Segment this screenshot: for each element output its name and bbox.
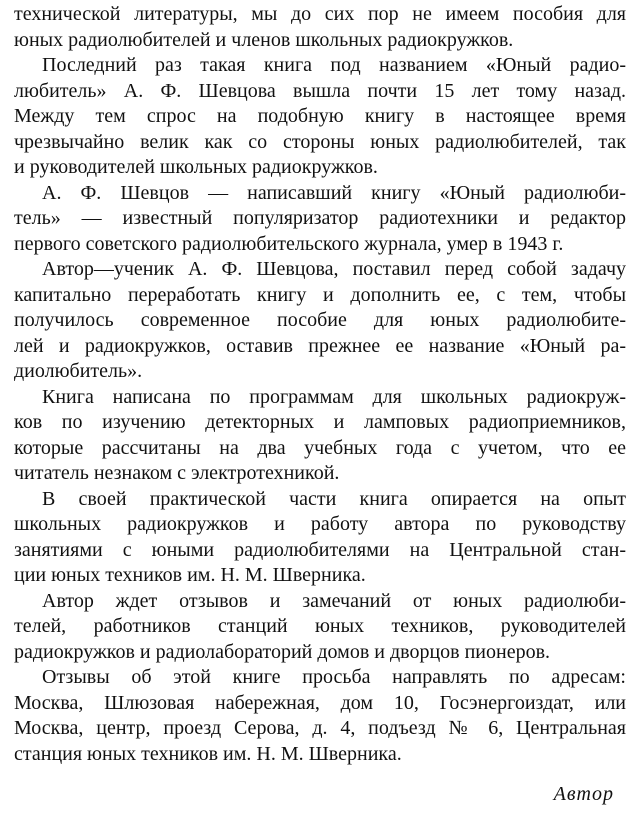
text-line: юных радиолюбителей и членов школьных радиокружков.	[14, 28, 514, 51]
text-line: диолюбитель».	[14, 360, 143, 382]
text-line: чрезвычайно велик как со стороны юных радиолюбителей, так	[14, 130, 626, 153]
text-body	[14, 2, 626, 767]
text-line: Книга написана по программам для школьных радиокруж-	[42, 385, 626, 408]
text-line: Между тем спрос на подобную книгу в настоящее время	[14, 105, 626, 127]
text-line: радиокружков и радиолабораторий домов и дворцов пионеров.	[14, 640, 551, 663]
text-line: телей, работников станций юных техников, руководителей	[14, 615, 626, 637]
text-line: занятиями с юными радиолюбителями на Центральной стан-	[14, 538, 626, 561]
text-line: школьных радиокружков и работу автора по руководству	[14, 513, 626, 535]
text-line: и руководителей школьных радиокружков.	[14, 156, 378, 178]
paragraph	[14, 589, 626, 666]
text-line: тель» — известный популяризатор радиотехники и редактор	[14, 207, 626, 229]
text-line: получилось современное пособие для юных радиолюбите-	[14, 309, 626, 331]
paragraph	[14, 53, 626, 181]
paragraph	[14, 487, 626, 589]
text-line: Москва, Шлюзовая набережная, дом 10, Госэнергоиздат, или	[14, 691, 626, 714]
paragraph	[14, 385, 626, 487]
document-page	[14, 2, 626, 767]
author-signature: Автор	[553, 783, 614, 805]
paragraph	[14, 181, 626, 258]
text-line: читатель незнаком с электротехникой.	[14, 462, 340, 484]
text-line: Автор—ученик А. Ф. Шевцова, поставил перед собой задачу	[42, 258, 626, 280]
text-line: любитель» А. Ф. Шевцова вышла почти 15 лет тому назад.	[14, 79, 626, 102]
text-line: лей и радиокружков, оставив прежнее ее название «Юный ра-	[14, 334, 626, 357]
paragraph	[14, 2, 626, 53]
text-line: ков по изучению детекторных и ламповых радиоприемников,	[14, 411, 626, 433]
text-line: которые рассчитаны на два учебных года с учетом, что ее	[14, 436, 626, 459]
paragraph	[14, 257, 626, 385]
text-line: первого советского радиолюбительского журнала, умер в 1943 г.	[14, 232, 564, 255]
text-line: Автор ждет отзывов и замечаний от юных радиолюби-	[42, 589, 626, 612]
text-line: капитально переработать книгу и дополнить ее, с тем, чтобы	[14, 283, 626, 306]
text-line: Последний раз такая книга под названием «Юный радио-	[42, 54, 626, 76]
text-line: Отзывы об этой книге просьба направлять по адресам:	[42, 666, 626, 688]
text-line: станция юных техников им. Н. М. Шверника.	[14, 742, 402, 765]
text-line: Москва, центр, проезд Серова, д. 4, подъезд № 6, Центральная	[14, 717, 626, 739]
paragraph	[14, 665, 626, 767]
text-line: В своей практической части книга опирается на опыт	[42, 487, 626, 510]
text-line: технической литературы, мы до сих пор не имеем пособия для	[14, 3, 626, 25]
text-line: ции юных техников им. Н. М. Шверника.	[14, 564, 366, 586]
text-line: А. Ф. Шевцов — написавший книгу «Юный радиолюби-	[42, 181, 626, 204]
